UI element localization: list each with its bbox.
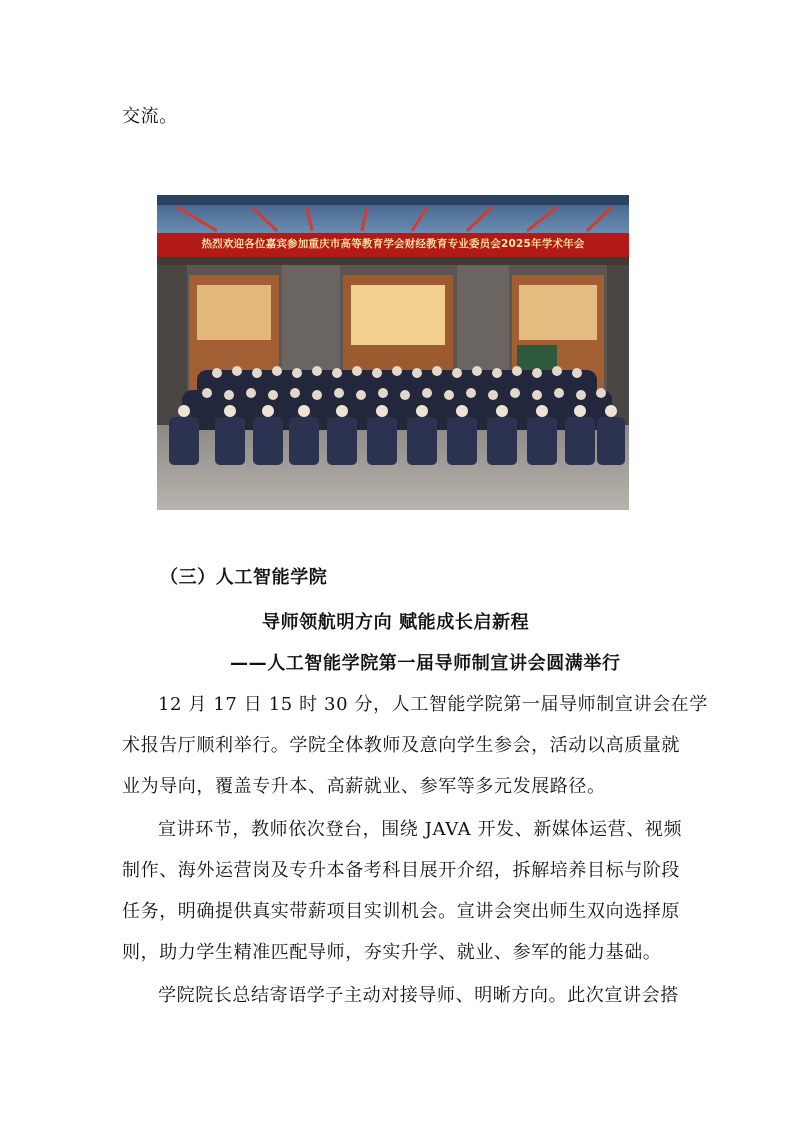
paragraph-line: 制作、海外运营岗及专升本备考科目展开介绍，拆解培养目标与阶段 [122, 860, 680, 881]
paragraph-line: 宣讲环节，教师依次登台，围绕 JAVA 开发、新媒体运营、视频 [158, 819, 683, 840]
article-title: 导师领航明方向 赋能成长启新程 [262, 612, 530, 633]
paragraph-line: 则，助力学生精准匹配导师，夯实升学、就业、参军的能力基础。 [122, 942, 662, 963]
article-subtitle: ——人工智能学院第一届导师制宣讲会圆满举行 [230, 653, 621, 674]
photo-banner-text: 热烈欢迎各位嘉宾参加重庆市高等教育学会财经教育专业委员会2025年学术年会 [201, 238, 585, 250]
paragraph-line: 业为导向，覆盖专升本、高薪就业、参军等多元发展路径。 [122, 776, 606, 797]
section-heading: （三）人工智能学院 [160, 567, 328, 588]
paragraph-line: 术报告厅顺利举行。学院全体教师及意向学生参会，活动以高质量就 [122, 735, 680, 756]
paragraph-line: 任务，明确提供真实带薪项目实训机会。宣讲会突出师生双向选择原 [122, 901, 680, 922]
prev-paragraph-end: 交流。 [122, 106, 178, 127]
paragraph-line: 学院院长总结寄语学子主动对接导师、明晰方向。此次宣讲会搭 [158, 985, 679, 1006]
group-photo [157, 195, 629, 510]
paragraph-line: 12 月 17 日 15 时 30 分，人工智能学院第一届导师制宣讲会在学 [158, 694, 708, 715]
